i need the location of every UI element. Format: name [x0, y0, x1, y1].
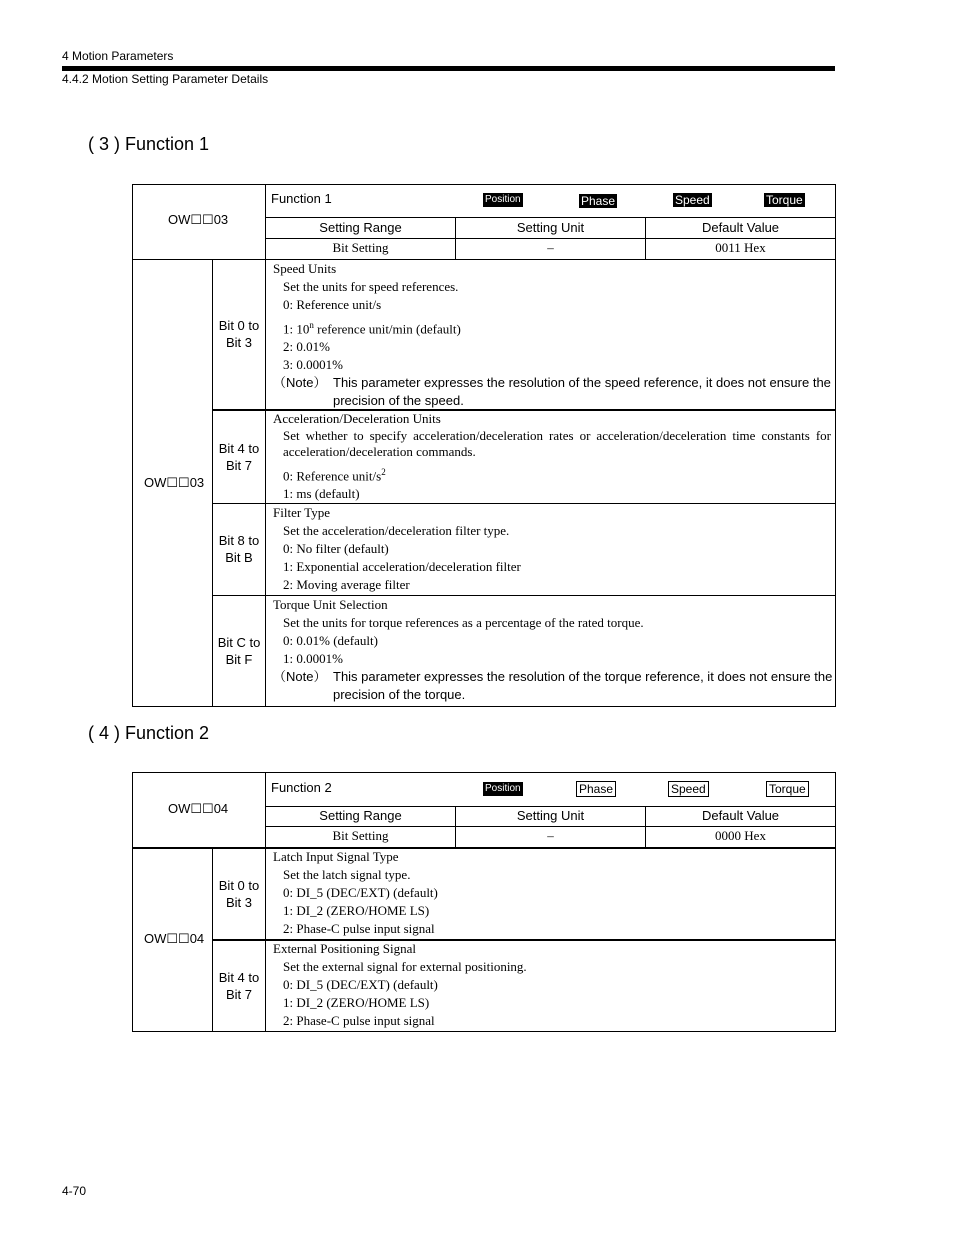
setting-range-value: Bit Setting [332, 828, 389, 843]
setting-range-header: Setting Range [319, 220, 402, 235]
bit-description: External Positioning Signal Set the external signal for external positioning. 0: DI_5 (DEC/EXT) (default) 1: DI_2 (ZERO/HOME LS) 2: Phase-C pulse input signal [273, 940, 833, 1030]
bit-range: Bit 8 to Bit B [218, 533, 260, 565]
bit-title: Torque Unit Selection [273, 597, 388, 612]
mode-position-badge: Position [485, 783, 521, 794]
mode-torque-badge: Torque [766, 781, 809, 797]
mode-position-badge: Position [485, 194, 521, 205]
bit-description: Acceleration/Deceleration Units Set whether to specify acceleration/deceleration rates or acceleration/deceleration time constants for acceleration/deceleration commands. 0: Reference unit/$s^2$ 1: ms (default) [273, 411, 831, 502]
mode-torque-badge: Torque [766, 193, 803, 207]
default-value-header: Default Value [701, 220, 780, 235]
setting-unit-value: – [547, 240, 554, 255]
bit-title: Acceleration/Deceleration Units [273, 411, 441, 426]
setting-unit-header: Setting Unit [516, 808, 585, 823]
section-title-function-2: ( 4 ) Function 2 [88, 723, 210, 743]
mode-speed-badge: Speed [675, 193, 710, 207]
section-title-function-1: ( 3 ) Function 1 [88, 134, 210, 154]
register-name: OW☐☐03 [168, 212, 229, 227]
setting-unit-header: Setting Unit [516, 220, 585, 235]
bit-title: Filter Type [273, 505, 330, 520]
bit-title: Speed Units [273, 261, 337, 276]
page-number: 4-70 [62, 1184, 87, 1198]
default-value-value: 0000 Hex [715, 828, 766, 843]
bit-description: Speed Units Set the units for speed references. 0: Reference unit/s 1: 10$^n$ reference unit/min (default) 2: 0.01% 3: 0.0001% （Note） This parameter expresses the resolution of the speed reference, it does not ensure the precision of the speed. [273, 260, 833, 410]
note: （Note） This parameter expresses the resolution of the torque reference, it does not ensure the precision of the torque. [273, 669, 833, 702]
mode-speed-badge: Speed [668, 781, 709, 797]
bit-description: Filter Type Set the acceleration/deceleration filter type. 0: No filter (default) 1: Exponential acceleration/deceleration filter 2: Moving average filter [273, 504, 833, 594]
note: （Note） This parameter expresses the resolution of the speed reference, it does not ensure the precision of the speed. [273, 375, 831, 409]
setting-range-value: Bit Setting [332, 240, 389, 255]
bit-description: Torque Unit Selection Set the units for torque references as a percentage of the rated torque. 0: 0.01% (default) 1: 0.0001% （Note） This parameter expresses the resolution of the torque reference, it does not ensure the precision of the torque. [273, 597, 833, 702]
bit-range: Bit 0 to Bit 3 [218, 878, 260, 910]
header-rule [62, 66, 835, 71]
default-value-value: 0011 Hex [715, 240, 766, 255]
mode-phase-badge: Phase [581, 194, 616, 208]
section-header: 4.4.2 Motion Setting Parameter Details [62, 72, 269, 86]
default-value-header: Default Value [701, 808, 780, 823]
register-name: OW☐☐04 [168, 801, 229, 816]
register-name-bits: OW☐☐04 [144, 931, 205, 946]
setting-unit-value: – [547, 828, 554, 843]
bit-title: Latch Input Signal Type [273, 849, 399, 864]
parameter-name: Function 1 [271, 191, 332, 206]
bit-range: Bit 4 to Bit 7 [218, 970, 260, 1002]
chapter-header: 4 Motion Parameters [62, 49, 174, 63]
parameter-name: Function 2 [271, 780, 332, 795]
bit-description: Latch Input Signal Type Set the latch signal type. 0: DI_5 (DEC/EXT) (default) 1: DI_2 (ZERO/HOME LS) 2: Phase-C pulse input signal [273, 848, 833, 938]
bit-title: External Positioning Signal [273, 941, 416, 956]
bit-range: Bit C to Bit F [217, 635, 261, 667]
bit-range: Bit 4 to Bit 7 [218, 441, 260, 473]
setting-range-header: Setting Range [319, 808, 402, 823]
bit-range: Bit 0 to Bit 3 [218, 318, 260, 350]
register-name-bits: OW☐☐03 [144, 475, 205, 490]
mode-phase-badge: Phase [576, 781, 616, 797]
